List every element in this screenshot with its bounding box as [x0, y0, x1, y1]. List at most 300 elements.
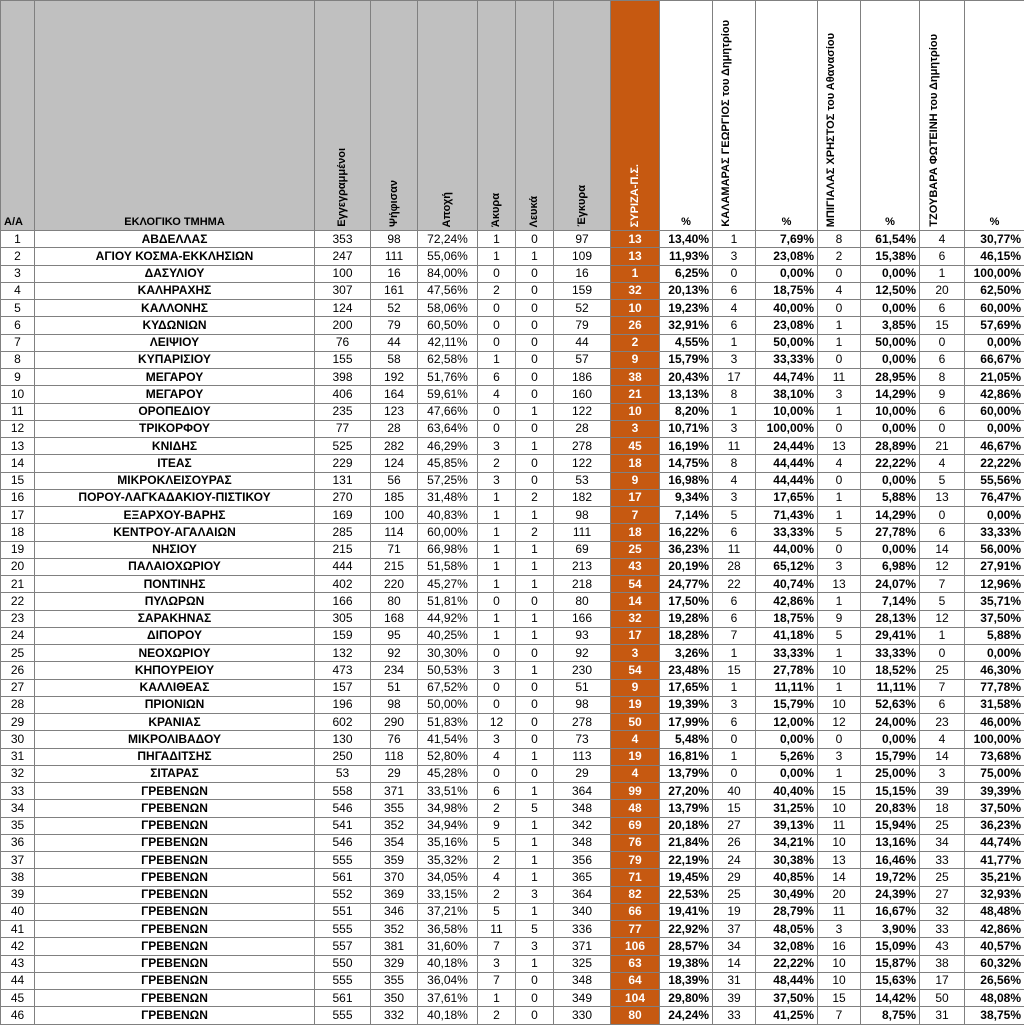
- cell-voted: 370: [371, 869, 418, 886]
- table-row: [1, 765, 1024, 782]
- table-row: [1, 300, 1024, 317]
- cell-cand1-pct: 15,79%: [756, 696, 818, 713]
- cell-cand1-votes: 1: [713, 231, 756, 248]
- cell-section-name: ΜΕΓΑΡΟΥ: [35, 369, 315, 386]
- cell-invalid: 1: [478, 507, 516, 524]
- cell-party-votes: 64: [611, 972, 660, 989]
- cell-abstention: 33,15%: [418, 886, 478, 903]
- cell-cand2-votes: 4: [818, 282, 861, 299]
- cell-cand2-pct: 8,75%: [861, 1007, 920, 1024]
- cell-voted: 369: [371, 886, 418, 903]
- cell-party-pct: 17,99%: [660, 714, 713, 731]
- cell-registered: 166: [315, 593, 371, 610]
- cell-party-votes: 99: [611, 783, 660, 800]
- table-row: [1, 903, 1024, 920]
- cell-valid: 159: [554, 282, 611, 299]
- table-row: [1, 834, 1024, 851]
- cell-voted: 16: [371, 265, 418, 282]
- cell-blank: 0: [516, 317, 554, 334]
- cell-cand1-pct: 32,08%: [756, 938, 818, 955]
- col-header-aa: Α/Α: [1, 1, 35, 231]
- table-row: [1, 386, 1024, 403]
- cell-valid: 160: [554, 386, 611, 403]
- col-header-blank: Λευκά: [516, 1, 554, 231]
- cell-cand3-votes: 39: [920, 783, 965, 800]
- cell-cand1-votes: 3: [713, 248, 756, 265]
- cell-section-name: ΚΗΠΟΥΡΕΙΟΥ: [35, 662, 315, 679]
- cell-cand2-votes: 0: [818, 300, 861, 317]
- cell-party-votes: 54: [611, 662, 660, 679]
- cell-cand3-votes: 14: [920, 541, 965, 558]
- cell-cand1-votes: 0: [713, 265, 756, 282]
- table-row: [1, 610, 1024, 627]
- cell-abstention: 35,32%: [418, 852, 478, 869]
- cell-cand3-votes: 17: [920, 972, 965, 989]
- cell-cand1-votes: 4: [713, 472, 756, 489]
- cell-cand3-votes: 3: [920, 765, 965, 782]
- cell-section-name: ΝΕΟΧΩΡΙΟΥ: [35, 645, 315, 662]
- cell-invalid: 4: [478, 869, 516, 886]
- cell-cand3-pct: 75,00%: [965, 765, 1024, 782]
- cell-party-pct: 19,39%: [660, 696, 713, 713]
- cell-cand3-votes: 25: [920, 662, 965, 679]
- cell-party-pct: 11,93%: [660, 248, 713, 265]
- cell-cand2-pct: 0,00%: [861, 541, 920, 558]
- table-row: [1, 955, 1024, 972]
- cell-valid: 98: [554, 696, 611, 713]
- cell-cand3-votes: 4: [920, 455, 965, 472]
- cell-cand1-pct: 31,25%: [756, 800, 818, 817]
- cell-invalid: 1: [478, 990, 516, 1007]
- cell-cand2-votes: 0: [818, 351, 861, 368]
- cell-party-pct: 24,77%: [660, 576, 713, 593]
- cell-party-pct: 19,28%: [660, 610, 713, 627]
- cell-cand1-votes: 7: [713, 627, 756, 644]
- cell-abstention: 84,00%: [418, 265, 478, 282]
- cell-registered: 550: [315, 955, 371, 972]
- cell-aa: 9: [1, 369, 35, 386]
- cell-registered: 602: [315, 714, 371, 731]
- cell-cand1-votes: 28: [713, 558, 756, 575]
- cell-cand1-pct: 40,00%: [756, 300, 818, 317]
- col-header-voted: Ψήφισαν: [371, 1, 418, 231]
- cell-cand3-pct: 39,39%: [965, 783, 1024, 800]
- cell-abstention: 62,58%: [418, 351, 478, 368]
- cell-abstention: 67,52%: [418, 679, 478, 696]
- cell-blank: 1: [516, 248, 554, 265]
- cell-section-name: ΜΙΚΡΟΛΙΒΑΔΟΥ: [35, 731, 315, 748]
- cell-cand3-votes: 14: [920, 748, 965, 765]
- cell-party-votes: 2: [611, 334, 660, 351]
- cell-party-pct: 5,48%: [660, 731, 713, 748]
- cell-voted: 56: [371, 472, 418, 489]
- cell-valid: 122: [554, 455, 611, 472]
- cell-party-votes: 3: [611, 645, 660, 662]
- cell-cand1-pct: 38,10%: [756, 386, 818, 403]
- table-row: [1, 800, 1024, 817]
- cell-blank: 5: [516, 800, 554, 817]
- cell-voted: 371: [371, 783, 418, 800]
- col-header-valid: Έγκυρα: [554, 1, 611, 231]
- cell-blank: 0: [516, 679, 554, 696]
- cell-voted: 92: [371, 645, 418, 662]
- cell-party-votes: 18: [611, 455, 660, 472]
- cell-party-pct: 6,25%: [660, 265, 713, 282]
- cell-party-votes: 9: [611, 351, 660, 368]
- cell-aa: 39: [1, 886, 35, 903]
- cell-valid: 28: [554, 420, 611, 437]
- cell-valid: 364: [554, 886, 611, 903]
- cell-invalid: 9: [478, 817, 516, 834]
- cell-cand1-pct: 40,85%: [756, 869, 818, 886]
- cell-blank: 0: [516, 351, 554, 368]
- cell-abstention: 37,61%: [418, 990, 478, 1007]
- cell-cand2-votes: 16: [818, 938, 861, 955]
- cell-section-name: ΠΟΝΤΙΝΗΣ: [35, 576, 315, 593]
- cell-invalid: 2: [478, 282, 516, 299]
- cell-invalid: 2: [478, 455, 516, 472]
- cell-cand2-pct: 15,87%: [861, 955, 920, 972]
- cell-aa: 14: [1, 455, 35, 472]
- cell-voted: 215: [371, 558, 418, 575]
- cell-invalid: 7: [478, 938, 516, 955]
- cell-registered: 307: [315, 282, 371, 299]
- cell-cand3-pct: 27,91%: [965, 558, 1024, 575]
- cell-blank: 1: [516, 662, 554, 679]
- cell-party-votes: 18: [611, 524, 660, 541]
- cell-registered: 159: [315, 627, 371, 644]
- cell-aa: 46: [1, 1007, 35, 1024]
- cell-cand2-pct: 0,00%: [861, 265, 920, 282]
- cell-registered: 557: [315, 938, 371, 955]
- cell-section-name: ΠΟΡΟΥ-ΛΑΓΚΑΔΑΚΙΟΥ-ΠΙΣΤΙΚΟΥ: [35, 489, 315, 506]
- cell-cand2-votes: 2: [818, 248, 861, 265]
- cell-cand1-pct: 50,00%: [756, 334, 818, 351]
- cell-voted: 98: [371, 231, 418, 248]
- cell-blank: 0: [516, 455, 554, 472]
- cell-cand3-votes: 25: [920, 817, 965, 834]
- cell-registered: 525: [315, 438, 371, 455]
- cell-cand3-pct: 30,77%: [965, 231, 1024, 248]
- cell-cand1-votes: 3: [713, 696, 756, 713]
- cell-voted: 355: [371, 972, 418, 989]
- cell-invalid: 6: [478, 783, 516, 800]
- table-row: [1, 748, 1024, 765]
- cell-invalid: 3: [478, 472, 516, 489]
- cell-cand1-pct: 41,18%: [756, 627, 818, 644]
- cell-registered: 196: [315, 696, 371, 713]
- cell-cand3-pct: 31,58%: [965, 696, 1024, 713]
- cell-valid: 122: [554, 403, 611, 420]
- cell-cand2-pct: 33,33%: [861, 645, 920, 662]
- cell-registered: 235: [315, 403, 371, 420]
- cell-cand3-pct: 76,47%: [965, 489, 1024, 506]
- cell-invalid: 3: [478, 662, 516, 679]
- cell-cand3-votes: 13: [920, 489, 965, 506]
- cell-cand3-pct: 12,96%: [965, 576, 1024, 593]
- cell-cand1-votes: 19: [713, 903, 756, 920]
- cell-registered: 555: [315, 1007, 371, 1024]
- cell-cand3-votes: 15: [920, 317, 965, 334]
- cell-cand2-pct: 14,29%: [861, 507, 920, 524]
- cell-abstention: 34,94%: [418, 817, 478, 834]
- table-row: [1, 334, 1024, 351]
- cell-cand2-votes: 1: [818, 489, 861, 506]
- cell-cand3-pct: 35,71%: [965, 593, 1024, 610]
- cell-cand1-pct: 44,44%: [756, 455, 818, 472]
- cell-cand1-votes: 1: [713, 334, 756, 351]
- cell-voted: 329: [371, 955, 418, 972]
- cell-aa: 31: [1, 748, 35, 765]
- cell-party-votes: 76: [611, 834, 660, 851]
- cell-voted: 79: [371, 317, 418, 334]
- cell-party-votes: 4: [611, 731, 660, 748]
- cell-cand2-votes: 14: [818, 869, 861, 886]
- cell-section-name: ΓΡΕΒΕΝΩΝ: [35, 921, 315, 938]
- cell-blank: 0: [516, 472, 554, 489]
- cell-blank: 1: [516, 955, 554, 972]
- cell-cand2-votes: 13: [818, 576, 861, 593]
- cell-section-name: ΔΑΣΥΛΙΟΥ: [35, 265, 315, 282]
- cell-invalid: 0: [478, 765, 516, 782]
- cell-cand1-votes: 33: [713, 1007, 756, 1024]
- cell-abstention: 30,30%: [418, 645, 478, 662]
- header-row: [1, 1, 1024, 231]
- cell-cand1-pct: 39,13%: [756, 817, 818, 834]
- cell-cand2-pct: 50,00%: [861, 334, 920, 351]
- cell-cand1-votes: 0: [713, 731, 756, 748]
- cell-cand2-pct: 0,00%: [861, 420, 920, 437]
- cell-cand3-votes: 6: [920, 300, 965, 317]
- cell-abstention: 35,16%: [418, 834, 478, 851]
- cell-voted: 111: [371, 248, 418, 265]
- cell-cand1-pct: 0,00%: [756, 765, 818, 782]
- cell-cand2-votes: 10: [818, 696, 861, 713]
- cell-cand2-pct: 7,14%: [861, 593, 920, 610]
- cell-cand1-votes: 17: [713, 369, 756, 386]
- cell-section-name: ΓΡΕΒΕΝΩΝ: [35, 800, 315, 817]
- cell-cand1-pct: 33,33%: [756, 524, 818, 541]
- cell-invalid: 0: [478, 420, 516, 437]
- cell-voted: 234: [371, 662, 418, 679]
- cell-cand3-votes: 32: [920, 903, 965, 920]
- cell-aa: 10: [1, 386, 35, 403]
- cell-party-pct: 19,23%: [660, 300, 713, 317]
- cell-blank: 1: [516, 438, 554, 455]
- table-row: [1, 369, 1024, 386]
- cell-cand2-votes: 3: [818, 921, 861, 938]
- cell-voted: 98: [371, 696, 418, 713]
- cell-invalid: 1: [478, 541, 516, 558]
- cell-cand1-votes: 8: [713, 386, 756, 403]
- cell-valid: 365: [554, 869, 611, 886]
- cell-cand1-votes: 3: [713, 420, 756, 437]
- cell-blank: 1: [516, 403, 554, 420]
- cell-party-pct: 17,50%: [660, 593, 713, 610]
- cell-invalid: 1: [478, 558, 516, 575]
- cell-voted: 76: [371, 731, 418, 748]
- cell-cand3-votes: 20: [920, 282, 965, 299]
- cell-party-votes: 3: [611, 420, 660, 437]
- cell-cand2-pct: 15,63%: [861, 972, 920, 989]
- cell-invalid: 0: [478, 317, 516, 334]
- cell-cand1-votes: 5: [713, 507, 756, 524]
- cell-cand3-pct: 0,00%: [965, 645, 1024, 662]
- cell-valid: 371: [554, 938, 611, 955]
- cell-cand2-pct: 25,00%: [861, 765, 920, 782]
- cell-voted: 44: [371, 334, 418, 351]
- cell-party-votes: 25: [611, 541, 660, 558]
- table-row: [1, 852, 1024, 869]
- cell-party-votes: 69: [611, 817, 660, 834]
- cell-party-pct: 17,65%: [660, 679, 713, 696]
- cell-cand1-votes: 39: [713, 990, 756, 1007]
- cell-voted: 185: [371, 489, 418, 506]
- cell-valid: 98: [554, 507, 611, 524]
- cell-valid: 111: [554, 524, 611, 541]
- cell-aa: 13: [1, 438, 35, 455]
- cell-aa: 36: [1, 834, 35, 851]
- cell-voted: 352: [371, 921, 418, 938]
- cell-cand2-votes: 3: [818, 558, 861, 575]
- cell-party-pct: 16,81%: [660, 748, 713, 765]
- cell-cand1-votes: 3: [713, 351, 756, 368]
- cell-valid: 92: [554, 645, 611, 662]
- cell-cand3-votes: 18: [920, 800, 965, 817]
- cell-cand1-votes: 6: [713, 282, 756, 299]
- cell-blank: 3: [516, 886, 554, 903]
- table-row: [1, 627, 1024, 644]
- cell-cand2-pct: 10,00%: [861, 403, 920, 420]
- cell-cand3-pct: 100,00%: [965, 265, 1024, 282]
- cell-registered: 558: [315, 783, 371, 800]
- cell-section-name: ΟΡΟΠΕΔΙΟΥ: [35, 403, 315, 420]
- cell-registered: 270: [315, 489, 371, 506]
- cell-abstention: 40,83%: [418, 507, 478, 524]
- cell-cand3-votes: 33: [920, 921, 965, 938]
- cell-party-votes: 82: [611, 886, 660, 903]
- cell-cand1-pct: 23,08%: [756, 248, 818, 265]
- cell-section-name: ΓΡΕΒΕΝΩΝ: [35, 783, 315, 800]
- cell-aa: 28: [1, 696, 35, 713]
- cell-party-pct: 27,20%: [660, 783, 713, 800]
- col-header-registered: Εγγεγραμμένοι: [315, 1, 371, 231]
- cell-abstention: 40,18%: [418, 1007, 478, 1024]
- cell-cand2-pct: 24,39%: [861, 886, 920, 903]
- cell-cand3-votes: 43: [920, 938, 965, 955]
- cell-section-name: ΠΑΛΑΙΟΧΩΡΙΟΥ: [35, 558, 315, 575]
- cell-cand3-pct: 40,57%: [965, 938, 1024, 955]
- cell-valid: 109: [554, 248, 611, 265]
- table-row: [1, 869, 1024, 886]
- cell-blank: 1: [516, 852, 554, 869]
- cell-cand3-pct: 33,33%: [965, 524, 1024, 541]
- cell-abstention: 59,61%: [418, 386, 478, 403]
- cell-registered: 552: [315, 886, 371, 903]
- cell-voted: 80: [371, 593, 418, 610]
- cell-valid: 348: [554, 972, 611, 989]
- cell-cand3-votes: 0: [920, 420, 965, 437]
- cell-invalid: 4: [478, 386, 516, 403]
- cell-invalid: 2: [478, 852, 516, 869]
- cell-cand3-votes: 12: [920, 610, 965, 627]
- cell-registered: 76: [315, 334, 371, 351]
- cell-party-pct: 14,75%: [660, 455, 713, 472]
- col-header-party-pct: %: [660, 1, 713, 231]
- cell-cand2-votes: 10: [818, 662, 861, 679]
- cell-cand3-votes: 1: [920, 627, 965, 644]
- cell-party-pct: 4,55%: [660, 334, 713, 351]
- cell-registered: 215: [315, 541, 371, 558]
- cell-abstention: 52,80%: [418, 748, 478, 765]
- cell-abstention: 50,00%: [418, 696, 478, 713]
- cell-registered: 169: [315, 507, 371, 524]
- cell-aa: 43: [1, 955, 35, 972]
- cell-cand1-votes: 6: [713, 317, 756, 334]
- table-row: [1, 524, 1024, 541]
- cell-cand2-votes: 8: [818, 231, 861, 248]
- cell-abstention: 47,56%: [418, 282, 478, 299]
- cell-voted: 71: [371, 541, 418, 558]
- cell-party-pct: 9,34%: [660, 489, 713, 506]
- cell-abstention: 40,25%: [418, 627, 478, 644]
- cell-cand1-votes: 0: [713, 765, 756, 782]
- cell-voted: 192: [371, 369, 418, 386]
- cell-cand2-pct: 28,13%: [861, 610, 920, 627]
- cell-section-name: ΓΡΕΒΕΝΩΝ: [35, 852, 315, 869]
- cell-cand3-votes: 33: [920, 852, 965, 869]
- cell-valid: 44: [554, 334, 611, 351]
- cell-cand1-pct: 48,44%: [756, 972, 818, 989]
- cell-aa: 1: [1, 231, 35, 248]
- cell-cand1-pct: 27,78%: [756, 662, 818, 679]
- cell-abstention: 36,04%: [418, 972, 478, 989]
- cell-cand1-pct: 65,12%: [756, 558, 818, 575]
- cell-party-pct: 24,24%: [660, 1007, 713, 1024]
- cell-party-votes: 106: [611, 938, 660, 955]
- cell-party-pct: 20,18%: [660, 817, 713, 834]
- table-row: [1, 420, 1024, 437]
- cell-cand1-votes: 24: [713, 852, 756, 869]
- cell-valid: 93: [554, 627, 611, 644]
- table-row: [1, 938, 1024, 955]
- cell-abstention: 31,48%: [418, 489, 478, 506]
- cell-invalid: 0: [478, 403, 516, 420]
- cell-cand2-pct: 13,16%: [861, 834, 920, 851]
- cell-section-name: ΚΥΔΩΝΙΩΝ: [35, 317, 315, 334]
- cell-valid: 349: [554, 990, 611, 1007]
- cell-cand1-pct: 22,22%: [756, 955, 818, 972]
- cell-aa: 5: [1, 300, 35, 317]
- cell-cand1-pct: 48,05%: [756, 921, 818, 938]
- cell-cand2-pct: 6,98%: [861, 558, 920, 575]
- cell-party-pct: 23,48%: [660, 662, 713, 679]
- cell-party-votes: 7: [611, 507, 660, 524]
- cell-abstention: 42,11%: [418, 334, 478, 351]
- cell-cand1-pct: 100,00%: [756, 420, 818, 437]
- table-row: [1, 679, 1024, 696]
- cell-voted: 168: [371, 610, 418, 627]
- cell-cand1-votes: 6: [713, 593, 756, 610]
- cell-registered: 406: [315, 386, 371, 403]
- cell-cand1-votes: 29: [713, 869, 756, 886]
- cell-voted: 352: [371, 817, 418, 834]
- cell-invalid: 6: [478, 369, 516, 386]
- cell-valid: 57: [554, 351, 611, 368]
- cell-blank: 0: [516, 334, 554, 351]
- cell-voted: 58: [371, 351, 418, 368]
- cell-section-name: ΚΑΛΛΟΝΗΣ: [35, 300, 315, 317]
